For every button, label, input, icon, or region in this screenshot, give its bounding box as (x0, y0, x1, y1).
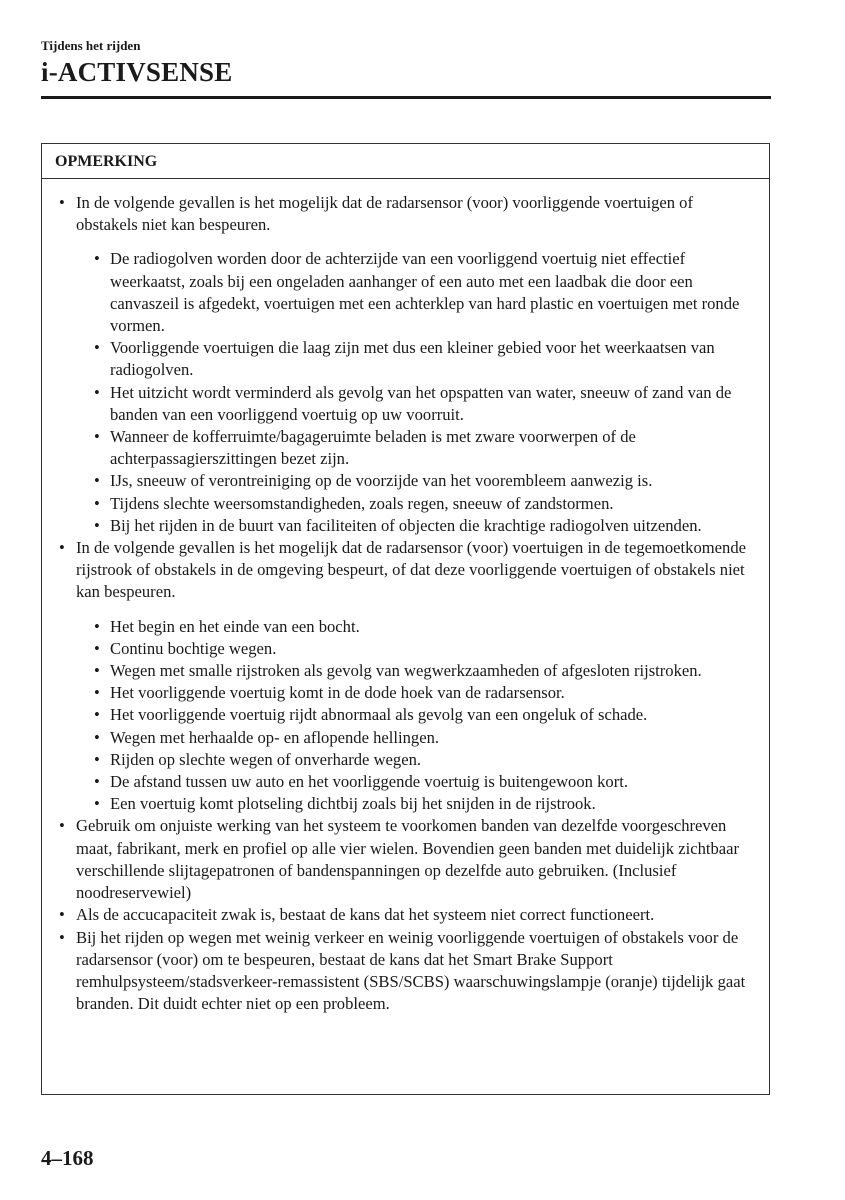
sub-bullet-list (76, 248, 749, 537)
sub-bullet: • De afstand tussen uw auto en het voorliggende voertuig is buitengewoon kort. (93, 771, 749, 793)
sub-bullet: • Het voorliggende voertuig rijdt abnormaal als gevolg van een ongeluk of schade. (93, 704, 749, 726)
sub-bullet: • Een voertuig komt plotseling dichtbij zoals bij het snijden in de rijstrook. (93, 793, 749, 815)
sub-bullet: • Het begin en het einde van een bocht. (93, 616, 749, 638)
header-rule (41, 96, 771, 99)
note-bullet (57, 537, 749, 815)
note-bullet (57, 192, 749, 537)
sub-bullet: • Het voorliggende voertuig komt in de dode hoek van de radarsensor. (93, 682, 749, 704)
note-bullet: • Als de accucapaciteit zwak is, bestaat de kans dat het systeem niet correct functioneert. (57, 904, 749, 926)
sub-bullet: • Het uitzicht wordt verminderd als gevolg van het opspatten van water, sneeuw of zand van de banden van een voorliggend voertuig op uw voorruit. (93, 382, 749, 426)
sub-bullet-list (76, 616, 749, 816)
note-body (42, 179, 769, 1015)
sub-bullet: • Voorliggende voertuigen die laag zijn met dus een kleiner gebied voor het weerkaatsen van radiogolven. (93, 337, 749, 381)
sub-bullet: • Rijden op slechte wegen of onverharde wegen. (93, 749, 749, 771)
sub-bullet: • Continu bochtige wegen. (93, 638, 749, 660)
note-bullet-text: In de volgende gevallen is het mogelijk dat de radarsensor (voor) voorliggende voertuigen of obstakels niet kan bespeuren. (76, 193, 693, 235)
note-bullet-text: In de volgende gevallen is het mogelijk dat de radarsensor (voor) voertuigen in de tegemoetkomende rijstrook of obstakels in de omgeving bespeurt, of dat deze voorliggende voertuigen of obstakels niet kan bespeuren. (76, 538, 746, 602)
section-label: Tijdens het rijden (41, 38, 141, 53)
page-number: 4–168 (41, 1146, 94, 1170)
note-bullet: • Bij het rijden op wegen met weinig verkeer en weinig voorliggende voertuigen of obstakels voor de radarsensor (voor) om te bespeuren, bestaat de kans dat het Smart Brake Support remhulpsysteem/stadsverkeer-remassistent (SBS/SCBS) waarschuwingslampje (oranje) tijdelijk gaat branden. Dit duidt echter niet op een probleem. (57, 927, 749, 1016)
sub-bullet: • Wegen met herhaalde op- en aflopende hellingen. (93, 727, 749, 749)
sub-bullet: • IJs, sneeuw of verontreiniging op de voorzijde van het voorembleem aanwezig is. (93, 470, 749, 492)
sub-bullet: • De radiogolven worden door de achterzijde van een voorliggend voertuig niet effectief weerkaatst, zoals bij een ongeladen aanhanger of een auto met een laadbak die door een canvaszeil is afgedekt, voertuigen met een achterklep van hard plastic en voertuigen met ronde vormen. (93, 248, 749, 337)
sub-bullet: • Tijdens slechte weersomstandigheden, zoals regen, sneeuw of zandstormen. (93, 493, 749, 515)
note-bullet: • Gebruik om onjuiste werking van het systeem te voorkomen banden van dezelfde voorgeschreven maat, fabrikant, merk en profiel op alle vier wielen. Bovendien geen banden met duidelijk zichtbaar verschillende slijtagepatronen of bandenspanningen op dezelfde auto gebruiken. (Inclusief noodreservewiel) (57, 815, 749, 904)
note-box (41, 143, 770, 1095)
note-heading: OPMERKING (42, 144, 769, 179)
page-title: i-ACTIVSENSE (41, 57, 233, 87)
sub-bullet: • Wanneer de kofferruimte/bagageruimte beladen is met zware voorwerpen of de achterpassagierszittingen bezet zijn. (93, 426, 749, 470)
sub-bullet: • Wegen met smalle rijstroken als gevolg van wegwerkzaamheden of afgesloten rijstroken. (93, 660, 749, 682)
sub-bullet: • Bij het rijden in de buurt van faciliteiten of objecten die krachtige radiogolven uitzenden. (93, 515, 749, 537)
page-header (41, 38, 771, 87)
